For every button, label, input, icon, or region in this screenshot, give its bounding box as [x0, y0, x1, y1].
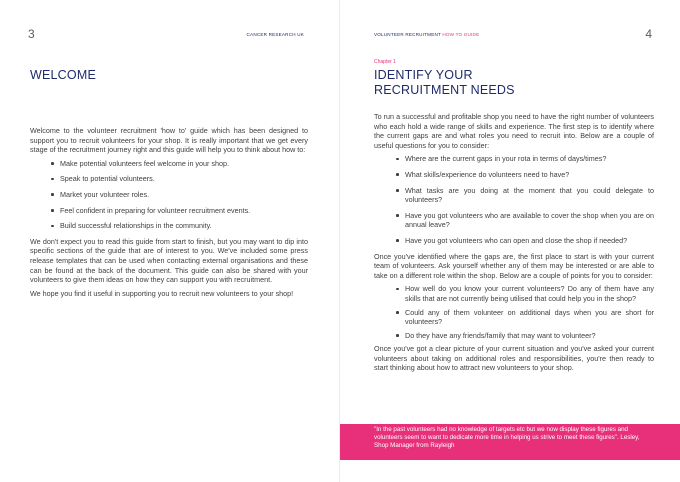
paragraph: We hope you find it useful in supporting you to recruit new volunteers to your shop! [30, 288, 294, 298]
list-item: Speak to potential volunteers. [30, 174, 308, 184]
list-item: Make potential volunteers feel welcome in your shop. [30, 159, 308, 169]
running-head-main: VOLUNTEER RECRUITMENT [374, 32, 441, 37]
page-title [374, 68, 515, 97]
intro-paragraph: To run a successful and profitable shop you need to have the right number of volunteers who each hold a wide range of skills and experience. The first step is to identify where the current gaps are and what roles you need to recruit into. Below are a couple of useful questions for you to consider: [374, 112, 654, 150]
intro-paragraph: Welcome to the volunteer recruitment 'how to' guide which has been designed to support you to recruit volunteers for your shop. It is really important that we get every stage of the recruitment journey right and this guide will help you to think about how to: [30, 126, 308, 155]
list-item: What skills/experience do volunteers need to have? [374, 170, 654, 180]
list-item: What tasks are you doing at the moment that you could delegate to volunteers? [374, 186, 654, 205]
list-item: Have you got volunteers who are available to cover the shop when you are on annual leave? [374, 211, 654, 230]
body-text [30, 126, 308, 302]
list-item: Do they have any friends/family that may want to volunteer? [374, 331, 654, 341]
bullet-list [30, 159, 308, 231]
quote-callout: "In the past volunteers had no knowledge of targets etc but we now display these figures and volunteers seem to want to dedicate more time in helping us strive to meet these figures". Lesley, Shop Manager from Rayleigh [340, 424, 680, 460]
list-item: Feel confident in preparing for volunteer recruitment events. [30, 206, 308, 216]
running-head: CANCER RESEARCH UK [246, 32, 304, 37]
running-head-accent: HOW TO GUIDE [442, 32, 480, 37]
title-line: IDENTIFY YOUR [374, 68, 473, 82]
page-number: 3 [28, 27, 35, 41]
bullet-list [374, 284, 654, 340]
list-item: Where are the current gaps in your rota in terms of days/times? [374, 154, 654, 164]
page-title: WELCOME [30, 68, 96, 82]
bullet-list [374, 154, 654, 245]
list-item: Could any of them volunteer on additional days when you are short for volunteers? [374, 308, 654, 327]
paragraph: Once you've identified where the gaps are, the first place to start is with your current team of volunteers. Ask yourself whether any of them may be interested or are able to take on a different role within the shop. Below are a couple of points for you to consider: [374, 251, 654, 280]
page-number: 4 [645, 27, 652, 41]
running-head [374, 32, 479, 37]
body-text [374, 112, 654, 377]
list-item: Build successful relationships in the community. [30, 221, 308, 231]
list-item: Market your volunteer roles. [30, 190, 308, 200]
chapter-label: Chapter 1 [374, 59, 396, 65]
right-page [340, 0, 680, 482]
paragraph: We don't expect you to read this guide from start to finish, but you may want to dip into specific sections of the guide that are of interest to you. We've included some press release templates that can be used when contacting external organisations and these can be found at the back of the document. This guide can also be shared with your volunteers to give them ideas on how they can support you with recruitment. [30, 236, 308, 285]
title-line: RECRUITMENT NEEDS [374, 82, 515, 97]
list-item: How well do you know your current volunteers? Do any of them have any skills that are not currently being utilised that could help you in the shop? [374, 284, 654, 303]
list-item: Have you got volunteers who can open and close the shop if needed? [374, 236, 654, 246]
paragraph: Once you've got a clear picture of your current situation and you've asked your current volunteers about taking on additional roles and responsibilities, you're then ready to start thinking about how to attract new volunteers to your shop. [374, 344, 654, 373]
